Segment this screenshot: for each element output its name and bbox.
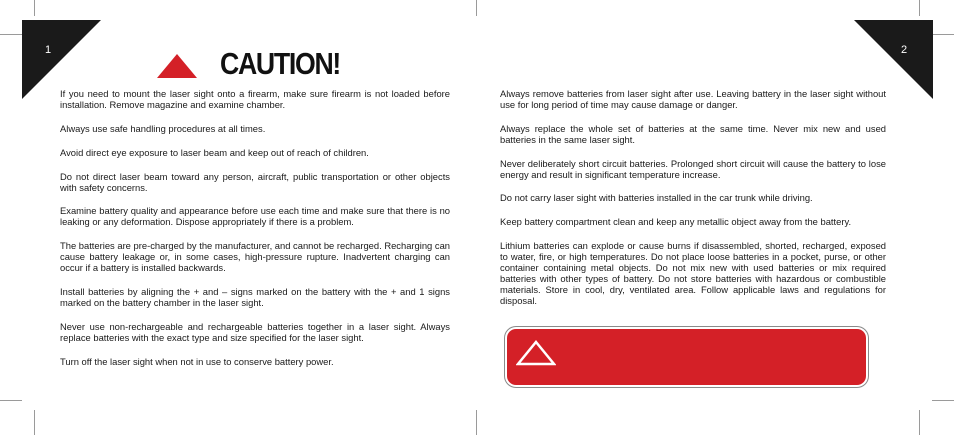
crop-mark bbox=[476, 410, 477, 435]
left-page-text bbox=[60, 89, 450, 381]
right-paragraph: Always remove batteries from laser sight after use. Leaving battery in the laser sight without use for long period of time may cause damage or danger. bbox=[500, 88, 886, 110]
crop-mark bbox=[0, 400, 22, 401]
right-paragraph: Keep battery compartment clean and keep any metallic object away from the battery. bbox=[500, 216, 852, 228]
warning-triangle-icon bbox=[156, 53, 198, 79]
crop-mark bbox=[34, 0, 35, 16]
crop-mark bbox=[34, 410, 35, 435]
crop-mark bbox=[919, 410, 920, 435]
left-paragraph: Avoid direct eye exposure to laser beam and keep out of reach of children. bbox=[60, 146, 369, 158]
crop-mark bbox=[476, 0, 477, 16]
left-paragraph: Turn off the laser sight when not in use to conserve battery power. bbox=[60, 355, 334, 367]
warning-triangle-outline-icon bbox=[516, 340, 556, 366]
caution-title: CAUTION! bbox=[220, 46, 341, 81]
crop-mark bbox=[932, 34, 954, 35]
left-paragraph: The batteries are pre-charged by the manufacturer, and cannot be recharged. Recharging can cause battery leakage or, in some cases, high-pressure rupture. Inadvertent charging can occur if a battery is installed backwards. bbox=[60, 240, 450, 274]
right-page-text bbox=[500, 89, 886, 320]
left-paragraph: Always use safe handling procedures at all times. bbox=[60, 122, 266, 134]
left-paragraph: Examine battery quality and appearance before use each time and make sure that there is no leaking or any deformation. Dispose appropriately if there is a problem. bbox=[60, 205, 450, 228]
right-paragraph: Never deliberately short circuit batteries. Prolonged short circuit will cause the battery to lose energy and result in significant temperature increase. bbox=[500, 157, 886, 180]
right-paragraph: Lithium batteries can explode or cause burns if disassembled, shorted, recharged, exposed to water, fire, or high temperatures. Do not place loose batteries in a pocket, purse, or other container containing metal objects. Do not mix new with used batteries or mix required batteries with other types of battery. Do not store batteries with hazardous or combustible materials. Store in cool, dry, ventilated area. Follow applicable laws and regulations for disposal. bbox=[500, 240, 886, 306]
left-page-number: 1 bbox=[45, 44, 52, 56]
right-page-number: 2 bbox=[901, 44, 908, 56]
left-paragraph: If you need to mount the laser sight onto a firearm, make sure firearm is not loaded before installation. Remove magazine and examine chamber. bbox=[60, 88, 450, 110]
right-paragraph: Do not carry laser sight with batteries installed in the car trunk while driving. bbox=[500, 192, 813, 204]
left-paragraph: Never use non-rechargeable and rechargeable batteries together in a laser sight. Always replace batteries with the exact type and size specified for the laser sight. bbox=[60, 320, 450, 343]
warning-banner bbox=[507, 329, 866, 385]
right-paragraph: Always replace the whole set of batteries at the same time. Never mix new and used batteries in the same laser sight. bbox=[500, 122, 886, 145]
left-paragraph: Install batteries by aligning the + and – signs marked on the battery with the + and 1 signs marked on the battery chamber in the laser sight. bbox=[60, 285, 450, 308]
crop-mark bbox=[932, 400, 954, 401]
crop-mark bbox=[0, 34, 22, 35]
left-paragraph: Do not direct laser beam toward any person, aircraft, public transportation or other objects with safety concerns. bbox=[60, 170, 450, 193]
crop-mark bbox=[919, 0, 920, 16]
